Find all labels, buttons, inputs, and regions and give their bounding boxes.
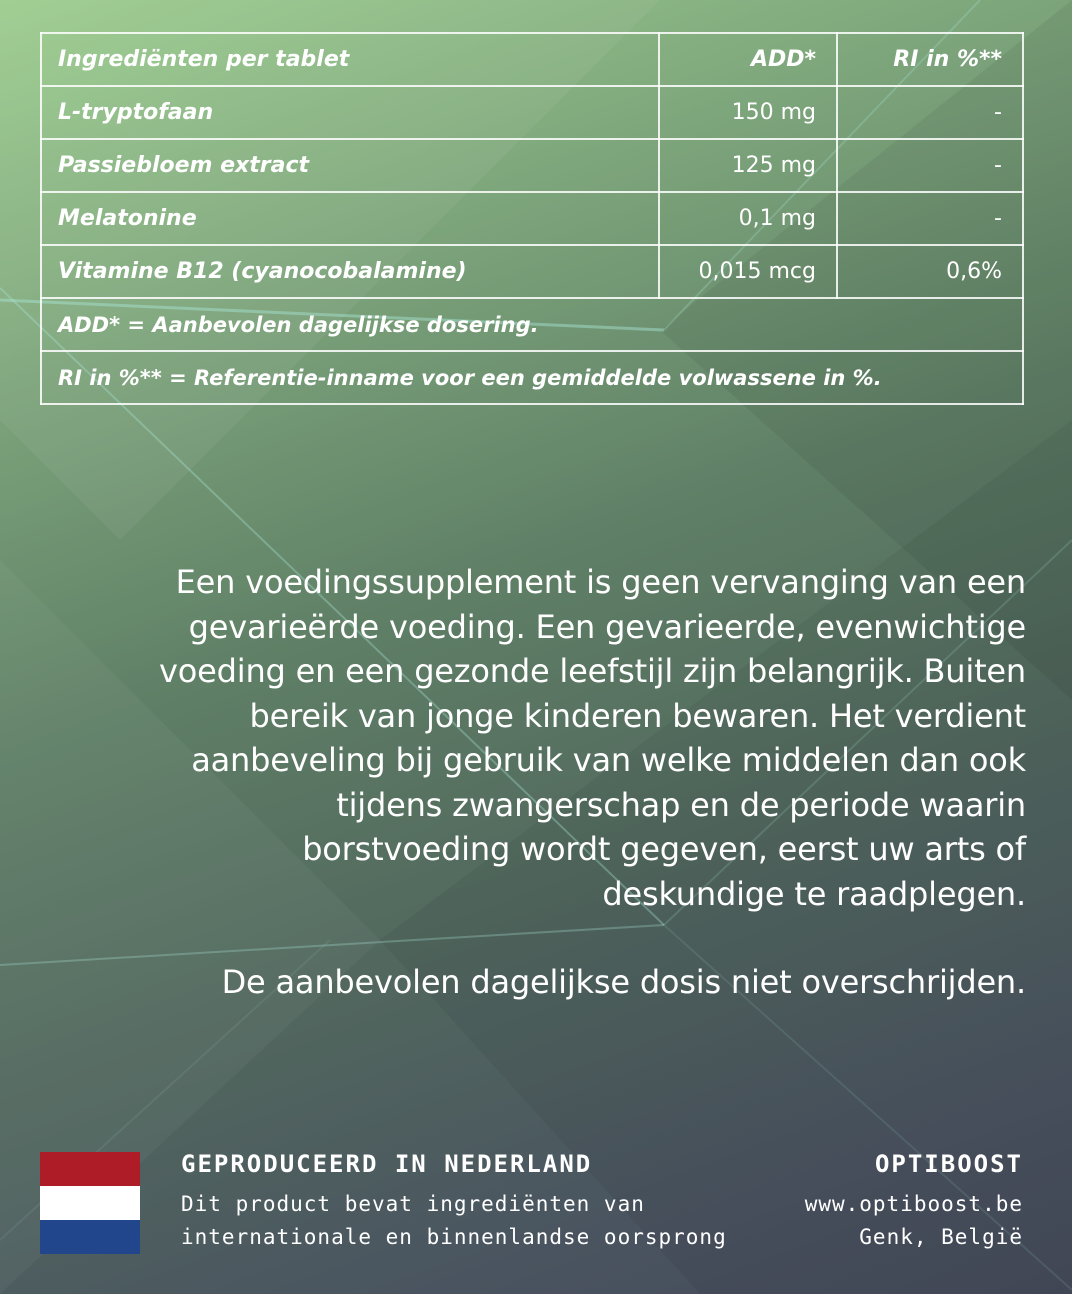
ingredient-amount: 125 mg: [659, 139, 837, 192]
brand-website-link[interactable]: www.optiboost.be: [804, 1192, 1023, 1216]
ingredient-ri: -: [837, 86, 1023, 139]
ingredient-name: Passiebloem extract: [41, 139, 659, 192]
brand-block: [703, 1150, 1023, 1254]
footnote-row: [41, 298, 1023, 351]
table-row: [41, 192, 1023, 245]
origin-title: GEPRODUCEERD IN NEDERLAND: [181, 1150, 593, 1178]
ingredient-amount: 0,015 mcg: [659, 245, 837, 298]
ingredient-ri: 0,6%: [837, 245, 1023, 298]
origin-line: internationale en binnenlandse oorsprong: [181, 1225, 727, 1249]
header-ri: RI in %**: [837, 33, 1023, 86]
ingredient-ri: -: [837, 192, 1023, 245]
disclaimer-text: [60, 560, 1026, 1005]
disclaimer-line: Een voedingssupplement is geen vervanging van een: [175, 563, 1026, 601]
table-row: [41, 245, 1023, 298]
disclaimer-line: deskundige te raadplegen.: [602, 874, 1026, 913]
header-ingredient: Ingrediënten per tablet: [41, 33, 659, 86]
ingredient-name: Vitamine B12 (cyanocobalamine): [41, 245, 659, 298]
disclaimer-line: borstvoeding wordt gegeven, eerst uw arts of: [302, 830, 1026, 868]
brand-location: Genk, België: [859, 1225, 1023, 1249]
footnote-add: ADD* = Aanbevolen dagelijkse dosering.: [41, 298, 1023, 351]
disclaimer-line: bereik van jonge kinderen bewaren. Het verdient: [249, 696, 1026, 735]
disclaimer-paragraph: [60, 560, 1026, 916]
table-header-row: [41, 33, 1023, 86]
flag-stripe-blue: [40, 1220, 140, 1254]
disclaimer-line: voeding en een gezonde leefstijl zijn belangrijk. Buiten: [159, 652, 1026, 690]
netherlands-flag-icon: [40, 1152, 140, 1254]
disclaimer-line: gevarieërde voeding. Een gevarieerde, evenwichtige: [188, 607, 1026, 646]
ingredient-amount: 0,1 mg: [659, 192, 837, 245]
disclaimer-line: tijdens zwangerschap en de periode waarin: [336, 785, 1026, 824]
table-row: [41, 139, 1023, 192]
brand-name: OPTIBOOST: [874, 1150, 1023, 1178]
header-add: ADD*: [659, 33, 837, 86]
origin-block: [181, 1150, 741, 1254]
flag-stripe-red: [40, 1152, 140, 1186]
footnote-ri: RI in %** = Referentie-inname voor een gemiddelde volwassene in %.: [41, 351, 1023, 404]
ingredient-amount: 150 mg: [659, 86, 837, 139]
ingredient-name: L-tryptofaan: [41, 86, 659, 139]
table-row: [41, 86, 1023, 139]
origin-line: Dit product bevat ingrediënten van: [181, 1192, 645, 1216]
disclaimer-line: aanbeveling bij gebruik van welke middelen dan ook: [191, 741, 1026, 779]
ingredients-table: [40, 32, 1024, 405]
flag-stripe-white: [40, 1186, 140, 1220]
footnote-row: [41, 351, 1023, 404]
dosage-warning: De aanbevolen dagelijkse dosis niet overschrijden.: [221, 963, 1026, 1001]
ingredient-name: Melatonine: [41, 192, 659, 245]
ingredient-ri: -: [837, 139, 1023, 192]
